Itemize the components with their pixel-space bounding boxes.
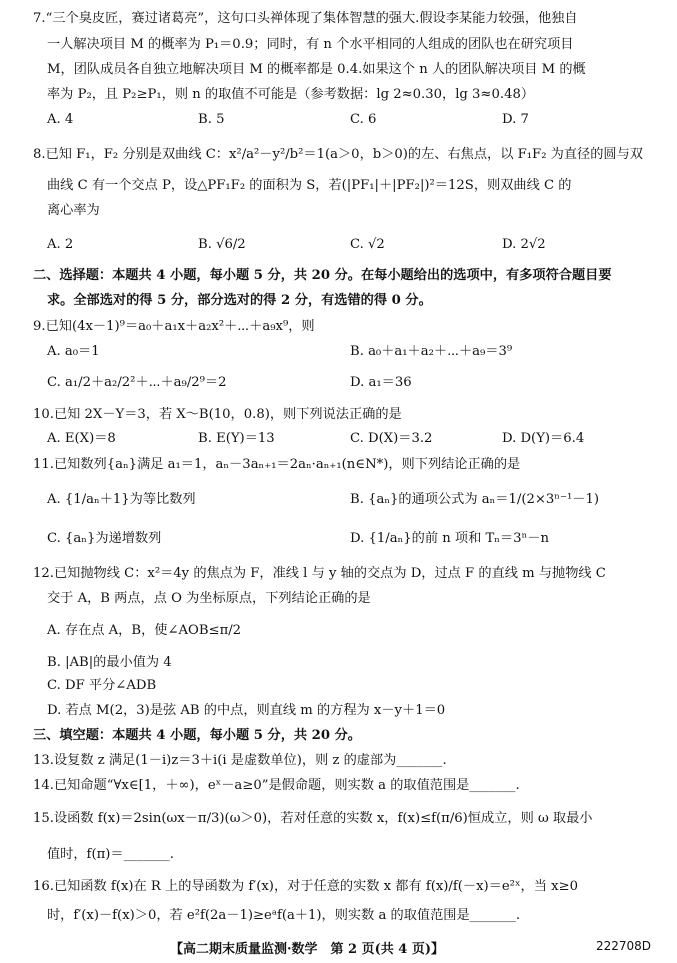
q15-line-1: 15.设函数 f(x)＝2sin(ωx－π/3)(ω＞0)，若对任意的实数 x，f(x)≤f(π/6)恒成立，则 ω 取最小 [33, 811, 593, 826]
q11-option-a: A. {1/aₙ＋1}为等比数列 [47, 492, 196, 507]
q10-option-c: C. D(X)＝3.2 [350, 431, 433, 446]
q7-line-3: M，团队成员各自独立地解决项目 M 的概率都是 0.4.如果这个 n 人的团队解决项目 M 的概 [47, 62, 586, 77]
q7-line-1: 7.“三个臭皮匠，赛过诸葛亮”，这句口头禅体现了集体智慧的强大.假设李某能力较强，他独自 [33, 11, 578, 26]
q10-option-a: A. E(X)＝8 [47, 431, 116, 446]
q10-option-d: D. D(Y)＝6.4 [502, 431, 585, 446]
q12-option-a: A. 存在点 A，B，使∠AOB≤π/2 [47, 623, 242, 638]
q11-option-c: C. {aₙ}为递增数列 [47, 531, 162, 546]
q12-option-b: B. |AB|的最小值为 4 [47, 655, 172, 670]
q11-option-b: B. {aₙ}的通项公式为 aₙ＝1/(2×3ⁿ⁻¹－1) [350, 492, 599, 507]
q9-stem: 9.已知(4x－1)⁹＝a₀＋a₁x＋a₂x²＋⋯＋a₉x⁹，则 [33, 319, 315, 334]
q12-option-d: D. 若点 M(2，3)是弦 AB 的中点，则直线 m 的方程为 x－y＋1＝0 [47, 703, 446, 718]
q10-option-b: B. E(Y)＝13 [198, 431, 275, 446]
q8-line-2: 曲线 C 有一个交点 P，设△PF₁F₂ 的面积为 S，若(|PF₁|＋|PF₂|)²＝12S，则双曲线 C 的 [47, 178, 572, 193]
q16-line-2: 时，f′(x)－f(x)＞0，若 e²f(2a－1)≥eᵃf(a＋1)，则实数 a 的取值范围是_______. [47, 908, 521, 923]
q10-stem: 10.已知 2X－Y＝3，若 X～B(10，0.8)，则下列说法正确的是 [33, 407, 402, 422]
q7-option-a: A. 4 [47, 112, 74, 127]
q15-line-2: 值时，f(π)＝_______. [47, 847, 174, 862]
q9-option-a: A. a₀＝1 [47, 344, 100, 359]
q7-option-c: C. 6 [350, 112, 377, 127]
q8-line-3: 离心率为 [47, 203, 100, 218]
section-3-heading: 三、填空题：本题共 4 小题，每小题 5 分，共 20 分。 [33, 728, 361, 743]
q9-option-c: C. a₁/2＋a₂/2²＋⋯＋a₉/2⁹＝2 [47, 375, 227, 390]
q11-stem: 11.已知数列{aₙ}满足 a₁＝1，aₙ－3aₙ₊₁＝2aₙ·aₙ₊₁(n∈N*)，则下列结论正确的是 [33, 457, 521, 472]
q8-option-c: C. √2 [350, 237, 385, 252]
q12-line-1: 12.已知抛物线 C：x²＝4y 的焦点为 F，准线 l 与 y 轴的交点为 D，过点 F 的直线 m 与抛物线 C [33, 566, 606, 581]
page-footer: 【高二期末质量监测·数学 第 2 页(共 4 页)】 [170, 942, 445, 957]
q7-option-b: B. 5 [198, 112, 225, 127]
q9-option-d: D. a₁＝36 [350, 375, 412, 390]
q8-option-a: A. 2 [47, 237, 74, 252]
question-14: 14.已知命题“∀x∈[1，＋∞)，eˣ－a≥0”是假命题，则实数 a 的取值范围是_______. [33, 778, 520, 793]
paper-code: 222708D [596, 939, 652, 953]
q12-option-c: C. DF 平分∠ADB [47, 678, 157, 693]
q16-line-1: 16.已知函数 f(x)在 R 上的导函数为 f′(x)，对于任意的实数 x 都有 f(x)/f(－x)＝e²ˣ，当 x≥0 [33, 879, 578, 894]
q8-line-1: 8.已知 F₁，F₂ 分别是双曲线 C：x²/a²－y²/b²＝1(a＞0，b＞0)的左、右焦点，以 F₁F₂ 为直径的圆与双 [33, 147, 643, 162]
section-2-line-1: 二、选择题：本题共 4 小题，每小题 5 分，共 20 分。在每小题给出的选项中，有多项符合题目要 [33, 268, 612, 283]
q11-option-d: D. {1/aₙ}的前 n 项和 Tₙ＝3ⁿ－n [350, 531, 549, 546]
q7-option-d: D. 7 [502, 112, 529, 127]
q8-option-b: B. √6/2 [198, 237, 246, 252]
q8-option-d: D. 2√2 [502, 237, 546, 252]
q12-line-2: 交于 A，B 两点，点 O 为坐标原点，下列结论正确的是 [47, 591, 371, 606]
section-2-line-2: 求。全部选对的得 5 分，部分选对的得 2 分，有选错的得 0 分。 [47, 293, 432, 308]
q7-line-2: 一人解决项目 M 的概率为 P₁＝0.9；同时，有 n 个水平相同的人组成的团队也在研究项目 [47, 37, 574, 52]
q9-option-b: B. a₀＋a₁＋a₂＋⋯＋a₉＝3⁹ [350, 344, 513, 359]
question-13: 13.设复数 z 满足(1－i)z＝3＋i(i 是虚数单位)，则 z 的虚部为_______. [33, 753, 447, 768]
q7-line-4: 率为 P₂，且 P₂≥P₁，则 n 的取值不可能是（参考数据：lg 2≈0.30，lg 3≈0.48） [47, 87, 535, 102]
